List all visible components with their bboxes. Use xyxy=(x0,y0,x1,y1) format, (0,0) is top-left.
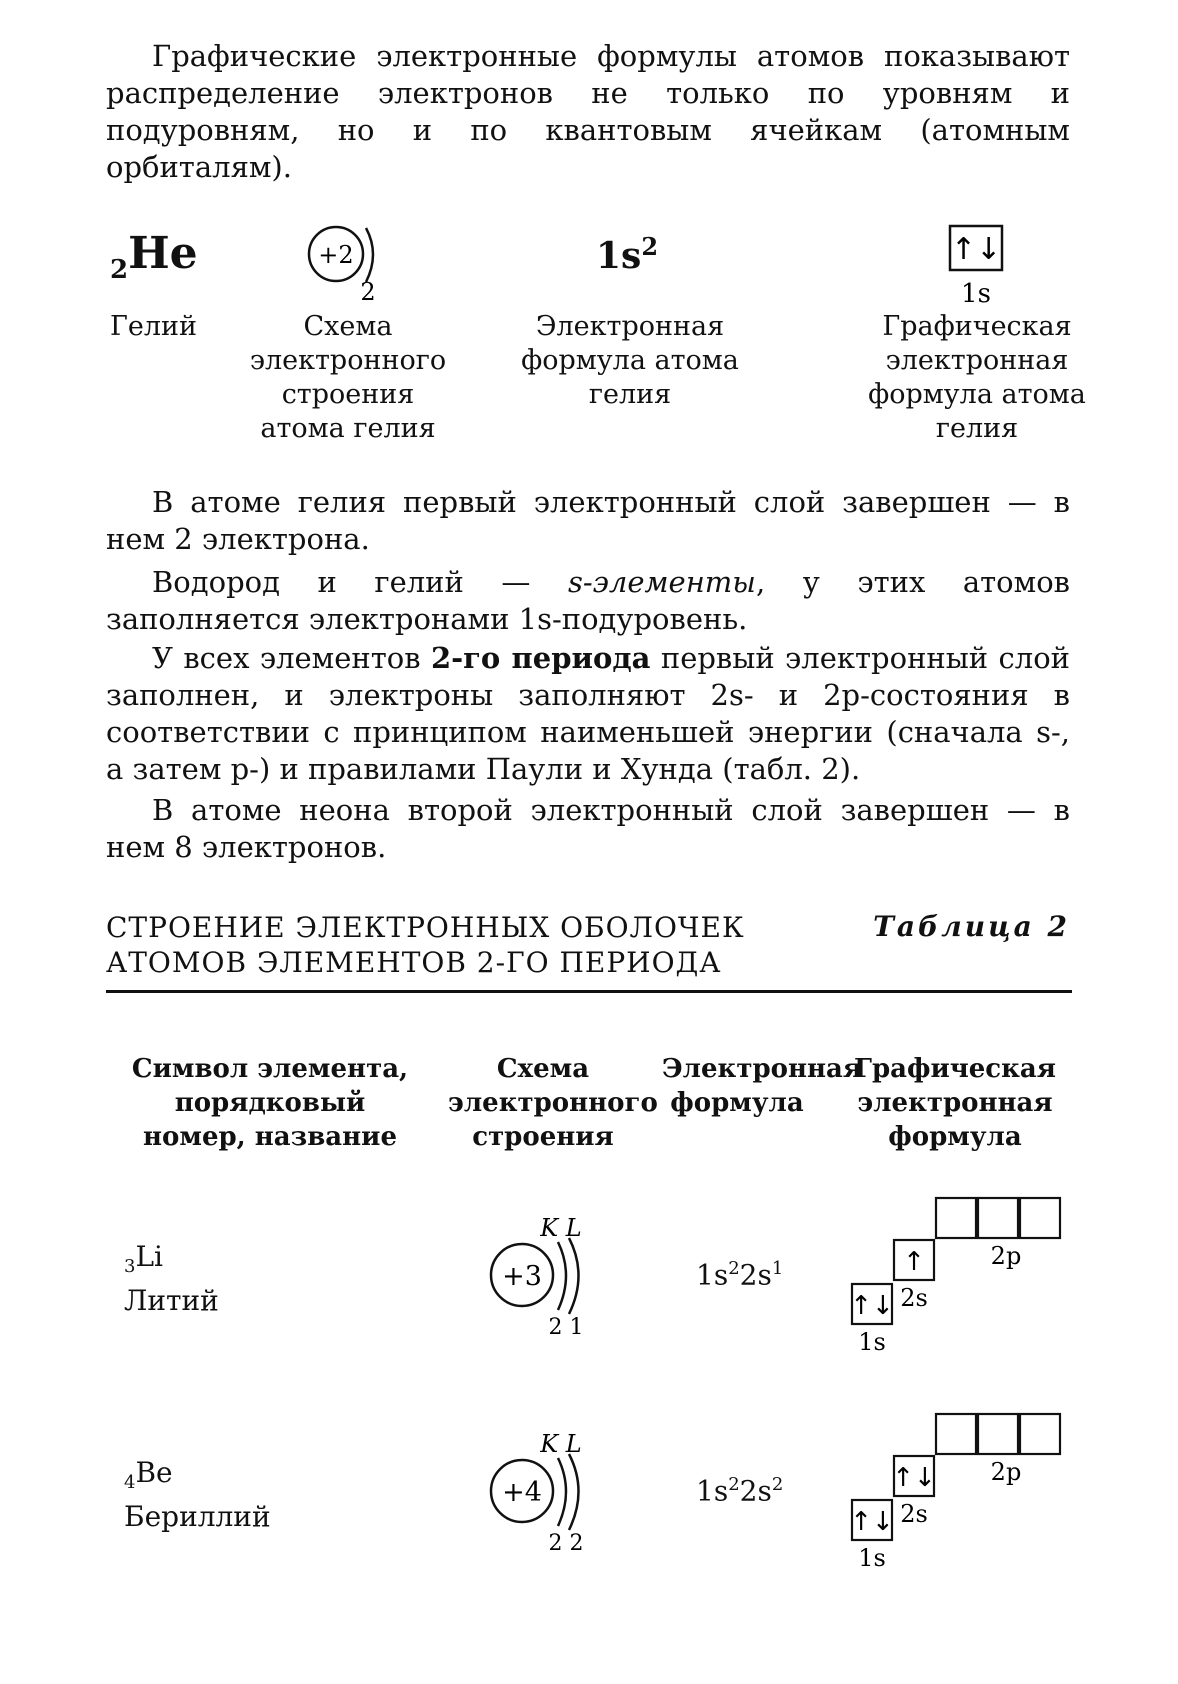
table-header-graphic: Графическая электронная формула xyxy=(854,1054,1056,1152)
beryllium-cell-2p-3 xyxy=(1020,1414,1060,1454)
beryllium-shell-l xyxy=(569,1454,579,1530)
intro-text: Графические электронные формулы атомов показывают распределение электронов не только по уровням и подуровням, но и по квантовым ячейкам (атомным орбиталям). xyxy=(106,39,1070,184)
lithium-arrows-2s: ↑ xyxy=(903,1247,925,1277)
be-formula-a: 1s xyxy=(696,1474,729,1508)
beryllium-cell-2p-1 xyxy=(936,1414,976,1454)
lithium-name: Литий xyxy=(124,1284,219,1317)
lithium-shell-l xyxy=(569,1238,579,1314)
paragraph-neon-layer: В атоме неона второй электронный слой завершен — в нем 8 электронов. xyxy=(106,793,1070,864)
beryllium-graphic-formula xyxy=(850,1414,1060,1572)
beryllium-number: 4 xyxy=(124,1472,136,1493)
li-formula-b: 2s xyxy=(739,1258,772,1292)
helium-symbol-text: He xyxy=(128,228,198,279)
p3-bold: 2-го периода xyxy=(430,641,651,675)
beryllium-nucleus-charge: +4 xyxy=(502,1477,542,1508)
lithium-label-2p: 2p xyxy=(990,1242,1022,1270)
beryllium-symbol: Be xyxy=(135,1456,173,1489)
helium-caption-formula: Электронная формула атома гелия xyxy=(521,311,739,410)
table-header-scheme: Схема электронного строения xyxy=(448,1054,658,1152)
helium-cell-label: 1s xyxy=(961,279,991,309)
helium-caption-graphic: Графическая электронная формула атома гелия xyxy=(868,311,1086,444)
beryllium-atom-scheme xyxy=(491,1430,584,1556)
lithium-cell-2p-1 xyxy=(936,1198,976,1238)
beryllium-label-2p: 2p xyxy=(990,1458,1022,1486)
p2-emphasis: s-элементы xyxy=(567,565,756,599)
li-formula-a-exp: 2 xyxy=(728,1258,740,1279)
beryllium-shell-k xyxy=(558,1458,566,1526)
beryllium-label-1s: 1s xyxy=(858,1544,886,1572)
helium-formula-exp: 2 xyxy=(641,232,659,261)
lithium-shell-k xyxy=(558,1242,566,1310)
helium-formula-base: 1s xyxy=(596,235,642,277)
table-header-symbol: Символ элемента, порядковый номер, название xyxy=(131,1054,409,1152)
li-formula-b-exp: 1 xyxy=(771,1258,784,1279)
lithium-shell-labels: K L xyxy=(540,1214,582,1242)
beryllium-shell-labels: K L xyxy=(540,1430,582,1458)
beryllium-arrows-2s: ↑↓ xyxy=(892,1463,936,1493)
table-header-formula: Электронная формула xyxy=(662,1054,863,1118)
lithium-nucleus-charge: +3 xyxy=(502,1261,542,1292)
lithium-label-2s: 2s xyxy=(900,1284,928,1312)
beryllium-shell-counts: 2 2 xyxy=(548,1531,584,1556)
table-title-line1: СТРОЕНИЕ ЭЛЕКТРОННЫХ ОБОЛОЧЕК xyxy=(106,911,745,944)
li-formula-a: 1s xyxy=(696,1258,729,1292)
beryllium-arrows-1s: ↑↓ xyxy=(850,1507,894,1537)
lithium-cell-2p-3 xyxy=(1020,1198,1060,1238)
beryllium-label-2s: 2s xyxy=(900,1500,928,1528)
p3-part-b: первый электронный слой заполнен, и электроны заполняют 2s- и 2p-состояния в соответствии с принципом наименьшей энергии (сначала s-, а затем p-) и правилами Паули и Хунда (табл. 2). xyxy=(106,641,1070,786)
p3-part-a: У всех элементов xyxy=(152,641,431,675)
be-formula-b-exp: 2 xyxy=(771,1474,784,1495)
table-title-line2: АТОМОВ ЭЛЕМЕНТОВ 2-ГО ПЕРИОДА xyxy=(106,946,722,979)
lithium-number: 3 xyxy=(124,1256,136,1277)
paragraph-helium-layer: В атоме гелия первый электронный слой завершен — в нем 2 электрона. xyxy=(106,485,1070,556)
lithium-arrows-1s: ↑↓ xyxy=(850,1291,894,1321)
lithium-atom-scheme xyxy=(491,1214,584,1340)
table-label: Таблица 2 xyxy=(873,910,1070,943)
be-formula-a-exp: 2 xyxy=(728,1474,740,1495)
helium-caption-name: Гелий xyxy=(110,311,197,342)
helium-caption-scheme: Схема электронного строения атома гелия xyxy=(249,311,447,444)
lithium-graphic-formula xyxy=(850,1198,1060,1356)
helium-nucleus-charge: +2 xyxy=(318,241,354,269)
helium-number: 2 xyxy=(110,255,129,285)
beryllium-name: Бериллий xyxy=(124,1500,271,1533)
p2-part-b: , у этих атомов заполняется электронами 1s-подуровень. xyxy=(106,565,1070,636)
helium-orbital-arrows: ↑↓ xyxy=(950,232,1002,267)
lithium-cell-2p-2 xyxy=(978,1198,1018,1238)
helium-shell-count: 2 xyxy=(360,278,376,306)
p2-part-a: Водород и гелий — xyxy=(152,565,568,599)
beryllium-cell-2p-2 xyxy=(978,1414,1018,1454)
be-formula-b: 2s xyxy=(739,1474,772,1508)
lithium-label-1s: 1s xyxy=(858,1328,886,1356)
lithium-symbol: Li xyxy=(135,1240,164,1273)
lithium-shell-counts: 2 1 xyxy=(548,1315,584,1340)
